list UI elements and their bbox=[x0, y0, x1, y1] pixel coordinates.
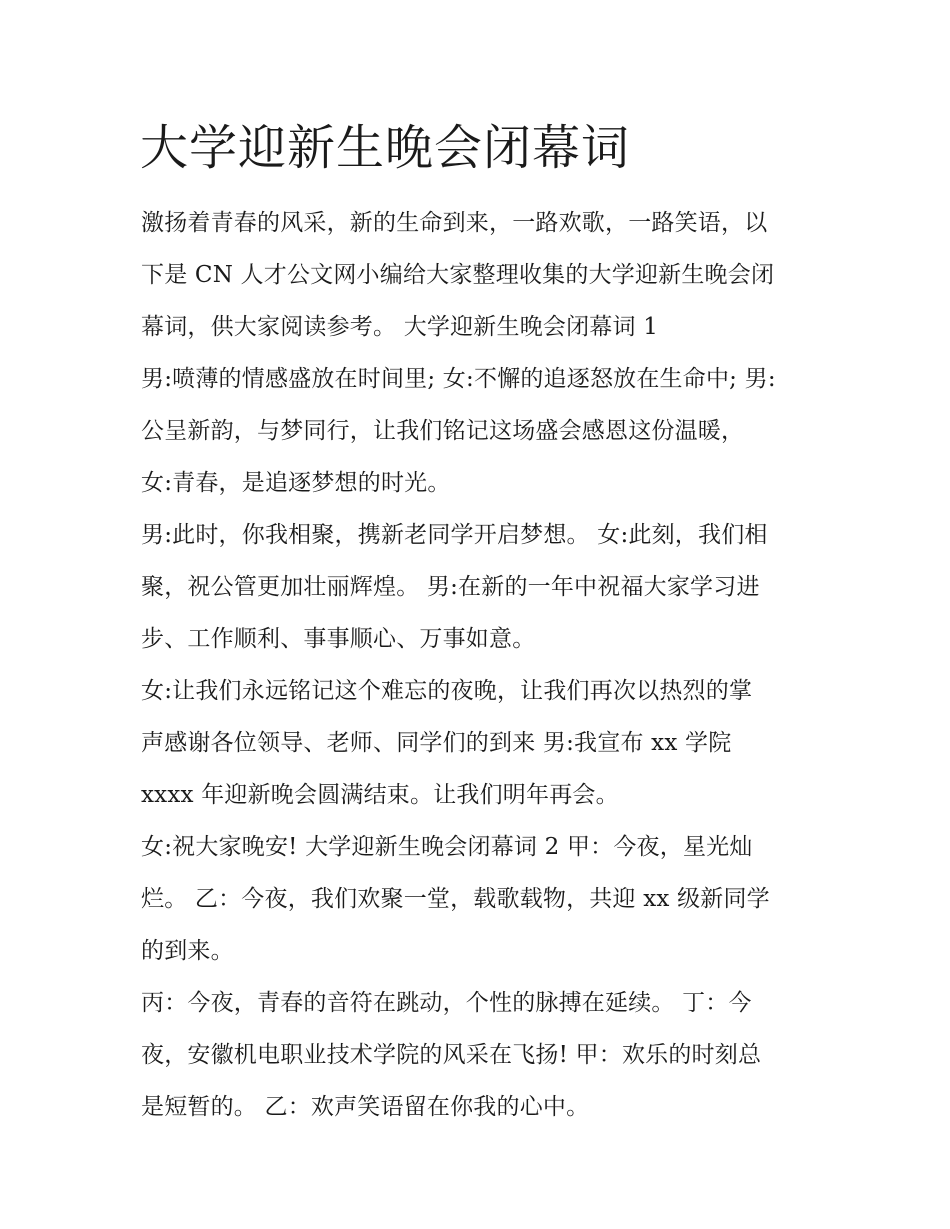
text-line-13: 女:祝大家晚安! 大学迎新生晚会闭幕词 2 甲：今夜，星光灿 bbox=[141, 834, 753, 860]
text-line-12: xxxx 年迎新晚会圆满结束。让我们明年再会。 bbox=[141, 782, 619, 808]
text-line-9: 步、工作顺利、事事顺心、万事如意。 bbox=[141, 626, 536, 652]
document-body bbox=[141, 197, 831, 1133]
text-line-11: 声感谢各位领导、老师、同学们的到来 男:我宣布 xx 学院 bbox=[141, 730, 732, 756]
text-line-18: 是短暂的。 乙：欢声笑语留在你我的心中。 bbox=[141, 1094, 590, 1120]
text-line-6: 女:青春，是追逐梦想的时光。 bbox=[141, 470, 451, 496]
text-line-16: 丙：今夜，青春的音符在跳动，个性的脉搏在延续。 丁：今 bbox=[141, 990, 752, 1016]
text-line-4: 男:喷薄的情感盛放在时间里; 女:不懈的追逐怒放在生命中; 男: bbox=[141, 366, 776, 392]
document-title: 大学迎新生晚会闭幕词 bbox=[140, 120, 631, 176]
text-line-3: 幕词，供大家阅读参考。 大学迎新生晚会闭幕词 1 bbox=[141, 314, 659, 340]
text-line-8: 聚，祝公管更加壮丽辉煌。 男:在新的一年中祝福大家学习进 bbox=[141, 574, 760, 600]
text-line-2: 下是 CN 人才公文网小编给大家整理收集的大学迎新生晚会闭 bbox=[141, 262, 775, 288]
text-line-5: 公呈新韵，与梦同行，让我们铭记这场盛会感恩这份温暖， bbox=[141, 418, 745, 444]
text-line-7: 男:此时，你我相聚，携新老同学开启梦想。 女:此刻，我们相 bbox=[141, 522, 768, 548]
text-line-14: 烂。 乙：今夜，我们欢聚一堂，载歌载物，共迎 xx 级新同学 bbox=[141, 886, 770, 912]
text-line-17: 夜，安徽机电职业技术学院的风采在飞扬! 甲：欢乐的时刻总 bbox=[141, 1042, 762, 1068]
text-line-10: 女:让我们永远铭记这个难忘的夜晚，让我们再次以热烈的掌 bbox=[141, 678, 753, 704]
text-line-15: 的到来。 bbox=[141, 938, 234, 964]
text-line-1: 激扬着青春的风采，新的生命到来，一路欢歌，一路笑语，以 bbox=[141, 210, 768, 236]
